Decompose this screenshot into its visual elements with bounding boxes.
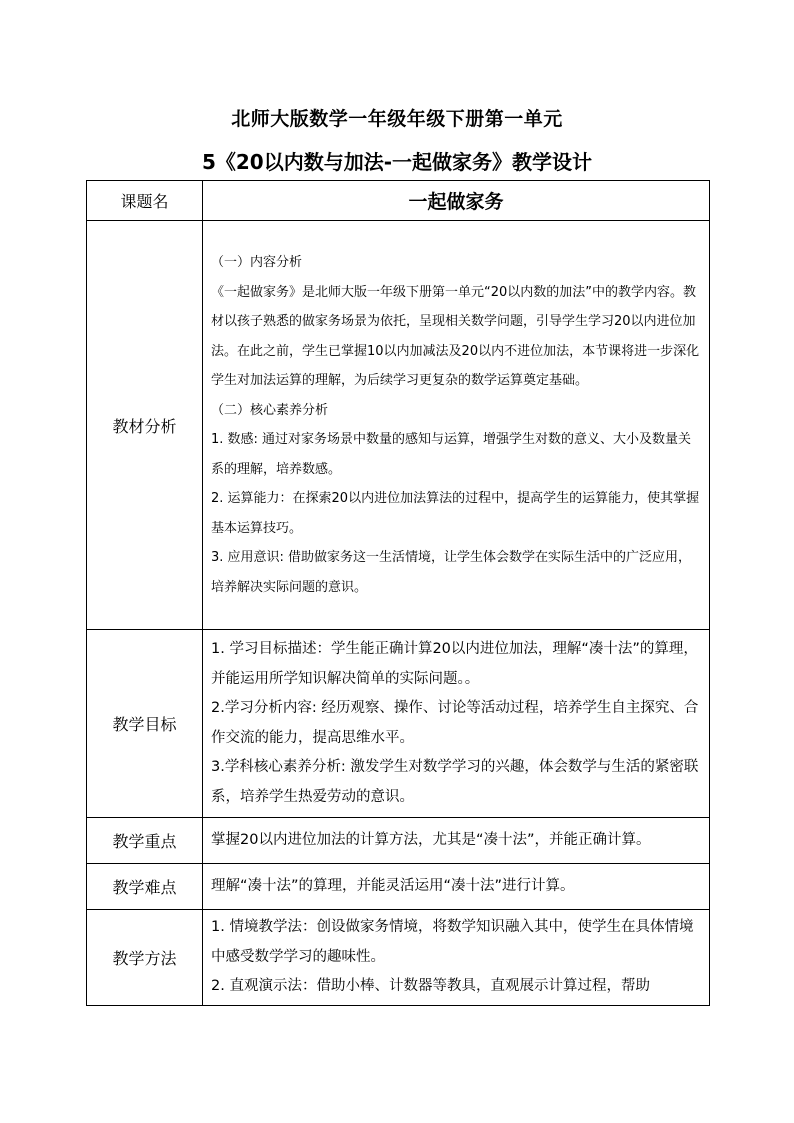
- paragraph: （一）内容分析: [211, 255, 303, 270]
- paragraph: （二）核心素养分析: [211, 402, 329, 418]
- row-label-difficulty: 教学难点: [87, 864, 203, 910]
- paragraph: 3. 应用意识: 借助做家务这一生活情境，让学生体会数学在实际生活中的广泛应用，培养解决实际问题的意识。: [211, 550, 692, 595]
- paragraph: 3.学科核心素养分析: 激发学生对数学学习的兴趣，体会数学与生活的紧密联系，培养学生热爱劳动的意识。: [211, 759, 699, 805]
- row-value-goals: [203, 630, 710, 818]
- row-label-textbook: 教材分析: [87, 221, 203, 630]
- paragraph: 《一起做家务》是北师大版一年级下册第一单元“20以内数的加法”中的教学内容。教材以孩子熟悉的做家务场景为依托，呈现相关数学问题，引导学生学习20以内进位加法。在此之前，学生已掌握10以内加减法及20以内不进位加法，本节课将进一步深化学生对加法运算的理解，为后续学习更复杂的数学运算奠定基础。: [211, 284, 700, 388]
- paragraph: 1. 学习目标描述：学生能正确计算20以内进位加法，理解“凑十法”的算理，并能运用所学知识解决简单的实际问题。。: [211, 641, 698, 687]
- table-row-textbook: [87, 221, 710, 630]
- row-value-textbook: [203, 221, 710, 630]
- row-value-topic: 一起做家务: [203, 181, 710, 221]
- lesson-plan-table: [86, 180, 710, 1006]
- table-row-goals: [87, 630, 710, 818]
- row-label-key: 教学重点: [87, 818, 203, 864]
- document-title: 北师大版数学一年级年级下册第一单元: [231, 108, 563, 130]
- row-label-methods: 教学方法: [87, 910, 203, 1006]
- row-value-difficulty: 理解“凑十法”的算理，并能灵活运用“凑十法”进行计算。: [203, 864, 710, 910]
- document-subtitle: 5《20以内数与加法-一起做家务》教学设计: [201, 150, 593, 174]
- row-label-topic: 课题名: [87, 181, 203, 221]
- paragraph: 2.学习分析内容: 经历观察、操作、讨论等活动过程，培养学生自主探究、合作交流的能力，提高思维水平。: [211, 700, 699, 746]
- paragraph: 2. 直观演示法：借助小棒、计数器等教具，直观展示计算过程，帮助: [211, 978, 650, 994]
- row-label-goals: 教学目标: [87, 630, 203, 818]
- paragraph: 2. 运算能力：在探索20以内进位加法算法的过程中，提高学生的运算能力，使其掌握基本运算技巧。: [211, 491, 700, 536]
- paragraph: 1. 情境教学法：创设做家务情境，将数学知识融入其中，使学生在具体情境中感受数学学习的趣味性。: [211, 919, 694, 965]
- table-row-topic: [87, 181, 710, 221]
- table-row-difficulty: [87, 864, 710, 910]
- row-value-key: 掌握20以内进位加法的计算方法，尤其是“凑十法”，并能正确计算。: [203, 818, 710, 864]
- row-value-methods: [203, 910, 710, 1006]
- table-row-methods: [87, 910, 710, 1006]
- table-row-key: [87, 818, 710, 864]
- paragraph: 1. 数感: 通过对家务场景中数量的感知与运算，增强学生对数的意义、大小及数量关系的理解，培养数感。: [211, 432, 692, 477]
